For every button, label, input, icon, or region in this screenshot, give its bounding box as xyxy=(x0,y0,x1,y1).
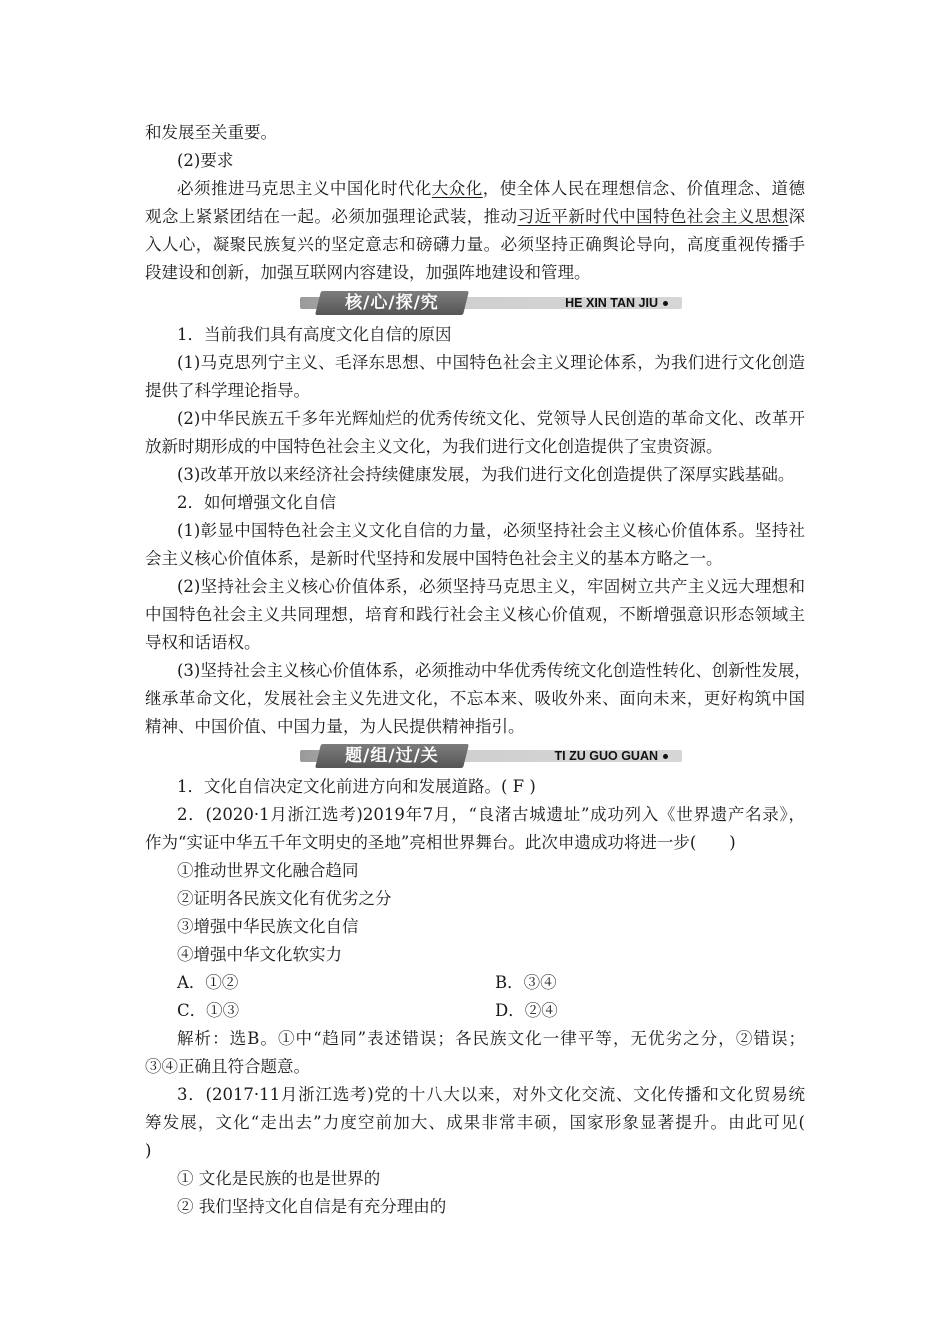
option-statement: ① 文化是民族的也是世界的 xyxy=(177,1169,381,1188)
text-line: 中国特色社会主义共同理想，培育和践行社会主义核心价值观，不断增强意识形态领域主 xyxy=(145,605,805,624)
choice-b: B．③④ xyxy=(495,973,557,992)
section-banner-exercises xyxy=(300,744,682,768)
exercise-3: 3．(2017·11月浙江选考)党的十八大以来，对外文化交流、文化传播和文化贸易统 xyxy=(177,1085,805,1104)
underlined-term: 习近平新时代中国特色社会主义思想 xyxy=(517,207,789,226)
text-line: (1)马克思列宁主义、毛泽东思想、中国特色社会主义理论体系，为我们进行文化创造 xyxy=(177,353,805,372)
text-line: (2)中华民族五千多年光辉灿烂的优秀传统文化、党领导人民创造的革命文化、改革开 xyxy=(177,409,805,428)
question-heading: 1．当前我们具有高度文化自信的原因 xyxy=(177,325,452,344)
choice-d: D．②④ xyxy=(495,1001,558,1020)
text-line: 作为“实证中华五千年文明史的圣地”亮相世界舞台。此次申遗成功将进一步( ) xyxy=(145,833,736,852)
text-line: 精神、中国价值、中国力量，为人民提供精神指引。 xyxy=(145,717,525,736)
option-statement: ①推动世界文化融合趋同 xyxy=(177,861,359,880)
option-statement: ③增强中华民族文化自信 xyxy=(177,917,359,936)
text-line: 放新时期形成的中国特色社会主义文化，为我们进行文化创造提供了宝贵资源。 xyxy=(145,437,723,456)
banner-title: 题/组/过/关 xyxy=(345,746,439,766)
text-line: 会主义核心价值体系，是新时代坚持和发展中国特色社会主义的基本方略之一。 xyxy=(145,549,723,568)
text-line: (3)改革开放以来经济社会持续健康发展，为我们进行文化创造提供了深厚实践基础。 xyxy=(177,465,795,484)
text-line: 导权和话语权。 xyxy=(145,633,261,652)
choice-c: C．①③ xyxy=(177,1001,240,1020)
exercise-1: 1．文化自信决定文化前进方向和发展道路。( F ) xyxy=(177,777,536,796)
banner-pinyin: HE XIN TAN JIU xyxy=(565,293,668,313)
text-line: (3)坚持社会主义核心价值体系，必须推动中华优秀传统文化创造性转化、创新性发展， xyxy=(177,661,811,680)
text-line: 和发展至关重要。 xyxy=(145,123,277,142)
answer-analysis: 解析：选B。①中“趋同”表述错误；各民族文化一律平等，无优劣之分，②错误； xyxy=(177,1029,805,1048)
text-line: 段建设和创新，加强互联网内容建设，加强阵地建设和管理。 xyxy=(145,263,591,282)
text-line: 提供了科学理论指导。 xyxy=(145,381,310,400)
question-heading: 2．如何增强文化自信 xyxy=(177,493,336,512)
text-line: 观念上紧紧团结在一起。必须加强理论武装，推动习近平新时代中国特色社会主义思想深 xyxy=(145,207,806,226)
text-line: (1)彰显中国特色社会主义文化自信的力量，必须坚持社会主义核心价值体系。坚持社 xyxy=(177,521,805,540)
option-statement: ④增强中华文化软实力 xyxy=(177,945,342,964)
underlined-term: 大众化 xyxy=(431,179,483,198)
exercise-2: 2．(2020·1月浙江选考)2019年7月，“良渚古城遗址”成功列入《世界遗产名录》， xyxy=(177,805,805,824)
text-line: 继承革命文化，发展社会主义先进文化，不忘本来、吸收外来、面向未来，更好构筑中国 xyxy=(145,689,805,708)
option-statement: ② 我们坚持文化自信是有充分理由的 xyxy=(177,1197,447,1216)
text-line: 筹发展，文化“走出去”力度空前加大、成果非常丰硕，国家形象显著提升。由此可见( xyxy=(145,1113,805,1132)
banner-title: 核/心/探/究 xyxy=(345,293,439,313)
section-banner-core-inquiry xyxy=(300,291,682,315)
text-line: (2)坚持社会主义核心价值体系，必须坚持马克思主义，牢固树立共产主义远大理想和 xyxy=(177,577,805,596)
text-line: 入人心，凝聚民族复兴的坚定意志和磅礴力量。必须坚持正确舆论导向，高度重视传播手 xyxy=(145,235,805,254)
text-line: ③④正确且符合题意。 xyxy=(145,1057,310,1076)
subheading-requirements: (2)要求 xyxy=(177,151,234,170)
choice-a: A．①② xyxy=(177,973,239,992)
banner-pinyin: TI ZU GUO GUAN xyxy=(555,746,668,766)
text-line: ) xyxy=(145,1141,152,1160)
text-line: 必须推进马克思主义中国化时代化大众化，使全体人民在理想信念、价值理念、道德 xyxy=(177,179,806,198)
option-statement: ②证明各民族文化有优劣之分 xyxy=(177,889,392,908)
